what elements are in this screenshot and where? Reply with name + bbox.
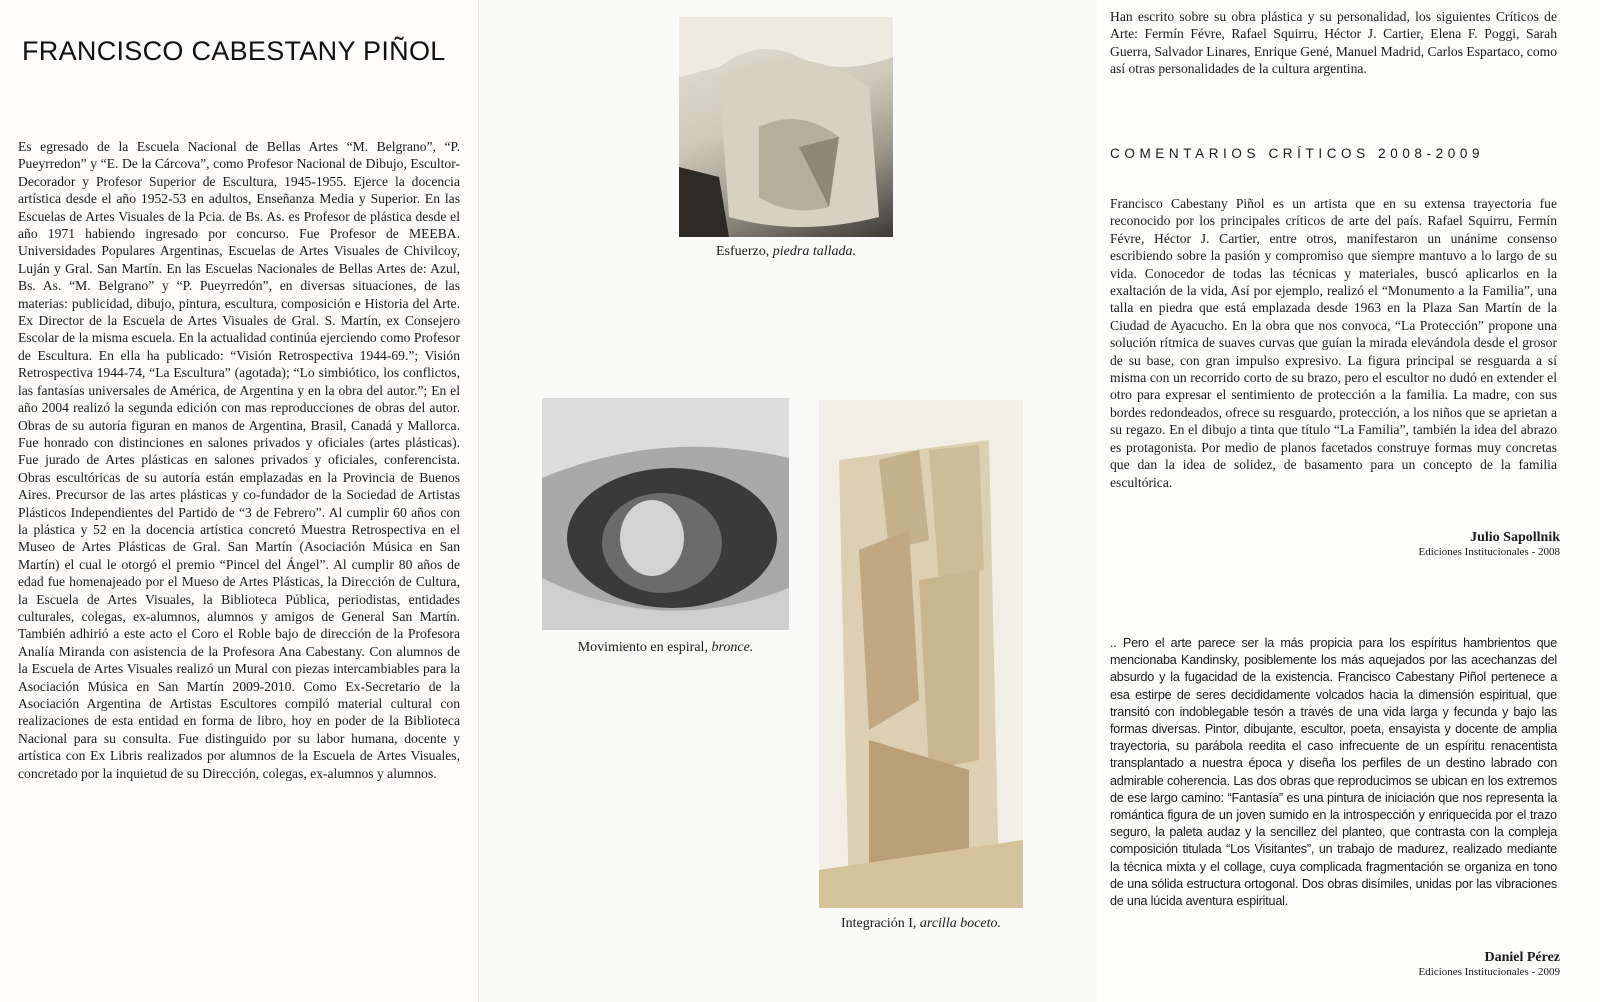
sculpture-photo-movimiento-en-espiral	[542, 398, 789, 630]
review-perez-text: .. Pero el arte parece ser la más propicia para los espíritus hambrientos que mencionaba Kandinsky, posiblemente los más aquejados por las acechanzas del absurdo y la fugacidad de la existencia. Francisco Cabestany Piñol pertenece a esa estirpe de seres decididamente volcados hacia la dimensión espiritual, que transitó con indoblegable tesón a través de una vida larga y fecunda y bajo las formas diversas. Pintor, dibujante, escultor, poeta, ensayista y docente de amplia trayectoria, su parábola reedita el caso infrecuente de un espíritu renacentista transplantado a nuestra época y diseña los perfiles de un destino labrado con admirable coherencia. Las dos obras que reproducimos se ubican en los extremos de ese largo camino: “Fantasía” es una pintura de iniciación que nos representa la romántica figura de un joven sumido en la introspección y enriquecida por el trazo seguro, la paleta audaz y la sencillez del planteo, que contrasta con la compleja composición titulada “Los Visitantes”, un trabajo de madurez, realizado mediante la técnica mixta y el collage, cuya complicada fragmentación se organiza en tono de una sólida estructura ortogonal. Dos obras disímiles, unidas por las vibraciones de una lúcida aventura espiritual.	[1110, 636, 1557, 909]
author-name: Julio Sapollnik	[1470, 530, 1560, 545]
middle-panel	[478, 0, 1098, 1002]
author-publisher: Ediciones Institucionales - 2008	[1418, 546, 1560, 558]
critical-comments-heading: COMENTARIOS CRÍTICOS 2008-2009	[1110, 146, 1485, 161]
right-panel	[1097, 0, 1600, 1002]
sculpture-photo-esfuerzo	[679, 17, 893, 237]
review-sapollnik-text: Francisco Cabestany Piñol es un artista que en su extensa trayectoria fue reconocido por los principales críticos de arte del país. Rafael Squirru, Fermín Févre, Héctor J. Cartier, entre otros, manifestaron un unánime consenso escribiendo sobre la pasión y compromiso que siempre mantuvo a lo largo de su vida. Conocedor de todas las técnicas y materiales, buscó aplicarlos en la exaltación de la vida, Así por ejemplo, realizó el “Monumento a la Familia”, una talla en piedra que está emplazada desde 1963 en la Plaza San Martín de la Ciudad de Ayacucho. En la obra que nos convoca, “La Protección” propone una solución rítmica de suaves curvas que guían la mirada elevándola desde el grosor de su base, con gran impulso expresivo. La figura principal se resguarda a sí misma con un recorrido corto de su brazo, pero el escultor no dudó en extender el otro para expresar el sentimiento de protección a la familia. La madre, con sus bordes redondeados, ofrece su resguardo, protección, a los niños que se aprietan a su regazo. En el dibujo a tinta que título “La Familia”, también la idea del abrazo es protagonista. Por medio de planos facetados construye formas muy concretas que dan la idea de solidez, de basamento para un concepto de la familia escultórica.	[1110, 196, 1557, 490]
caption-esfuerzo: Esfuerzo, piedra tallada.	[716, 244, 856, 259]
review-perez-signature	[1419, 950, 1560, 978]
caption-integracion-i: Integración I, arcilla boceto.	[840, 916, 1002, 931]
author-name: Daniel Pérez	[1484, 950, 1560, 965]
biography-text: Es egresado de la Escuela Nacional de Bellas Artes “M. Belgrano”, “P. Pueyrredon” y “E. De la Cárcova”, como Profesor Nacional de Dibujo, Escultor-Decorador y Profesor Superior de Escultura, 1945-1955. Ejerce la docencia artística desde el año 1952-53 en adultos, Enseñanza Media y Superior. En las Escuelas de Artes Visuales de la Pcia. de Bs. As. es Profesor de plástica desde el año 1971 habiendo ingresado por concurso. Fue Profesor de MEEBA. Universidades Populares Argentinas, Escuelas de Artes Visuales de Chivilcoy, Luján y Gral. San Martín. En las Escuelas Nacionales de Bellas Artes de: Azul, Bs. As. “M. Belgrano” y “P. Pueyrredón”, en diversas situaciones, de las materias: publicidad, dibujo, pintura, escultura, composición e Historia del Arte. Ex Director de la Escuela de Artes Visuales de Gral. S. Martín, ex Consejero Escolar de la misma escuela. En la actualidad continúa ejerciendo como Profesor de Escultura. En ella ha publicado: “Visión Retrospectiva 1944-69.”; Visión Retrospectiva 1944-74, “La Escultura” (agotada); “Lo simbiótico, los conflictos, las fantasías universales de América, de Argentina y en la obra del autor.”; En el año 2004 realizó la segunda edición con mas reproducciones de obras del autor. Obras de su autoría figuran en manos de Argentina, Brasil, Canadá y Mallorca. Fue honrado con distinciones en salones privados y oficiales (artes plásticas). Fue jurado de Artes plásticas en salones privados y oficiales, conferencista. Obras escultóricas de su autoría están emplazadas en la Provincia de Buenos Aires. Precursor de las artes plásticas y co-fundador de la Sociedad de Artistas Plásticos Independientes del Partido de “3 de Febrero”. Al cumplir 60 años con la plástica y 52 en la docencia artística concretó Muestra Retrospectiva en el Museo de Artes Plásticas de Gral. San Martín (Asociación Música en San Martín) el cual le otorgó el premio “Pincel del Ángel”. Al cumplir 80 años de edad fue homenajeado por el Mueso de Artes Plásticas, la Dirección de Cultura, la Escuela de Artes Visuales, la Biblioteca Pública, periodistas, entidades culturales, colegas, ex-alumnos, alumnos y amigos de General San Martín. También adhirió a este acto el Coro el Roble bajo de dirección de la Profesora Analía Miranda con asistencia de la Profesora Ana Cabestany. Con alumnos de la Escuela de Artes Visuales realizó un Mural con piezas intercambiables para la Asociación Música en San Martín 2009-2010. Como Ex-Secretario de la Asociación Argentina de Artistas Escultores compiló material cultural con realizaciones de esta entidad en forma de libro, hoy en poder de la Biblioteca Nacional para su consulta. Fue distinguido por su labor humana, docente y artística con Ex Libris realizados por alumnos de la Escuela de Artes Visuales, concretado por la inquietud de su Dirección, colegas, ex-alumnos y alumnos.	[18, 139, 460, 781]
caption-movimiento-en-espiral: Movimiento en espiral, bronce.	[577, 640, 754, 655]
sculpture-photo-integracion-i	[819, 400, 1023, 908]
left-panel	[0, 0, 478, 1002]
critics-intro-text: Han escrito sobre su obra plástica y su personalidad, los siguientes Críticos de Arte: Fermín Févre, Rafael Squirru, Héctor J. Cartier, Elena F. Poggi, Sarah Guerra, Salvador Linares, Enrique Gené, Manuel Madrid, Carlos Espartaco, como así otras personalidades de la cultura argentina.	[1110, 9, 1557, 77]
review-sapollnik-signature	[1419, 530, 1560, 558]
author-publisher: Ediciones Institucionales - 2009	[1418, 966, 1560, 978]
artist-name-title: FRANCISCO CABESTANY PIÑOL	[22, 36, 446, 66]
